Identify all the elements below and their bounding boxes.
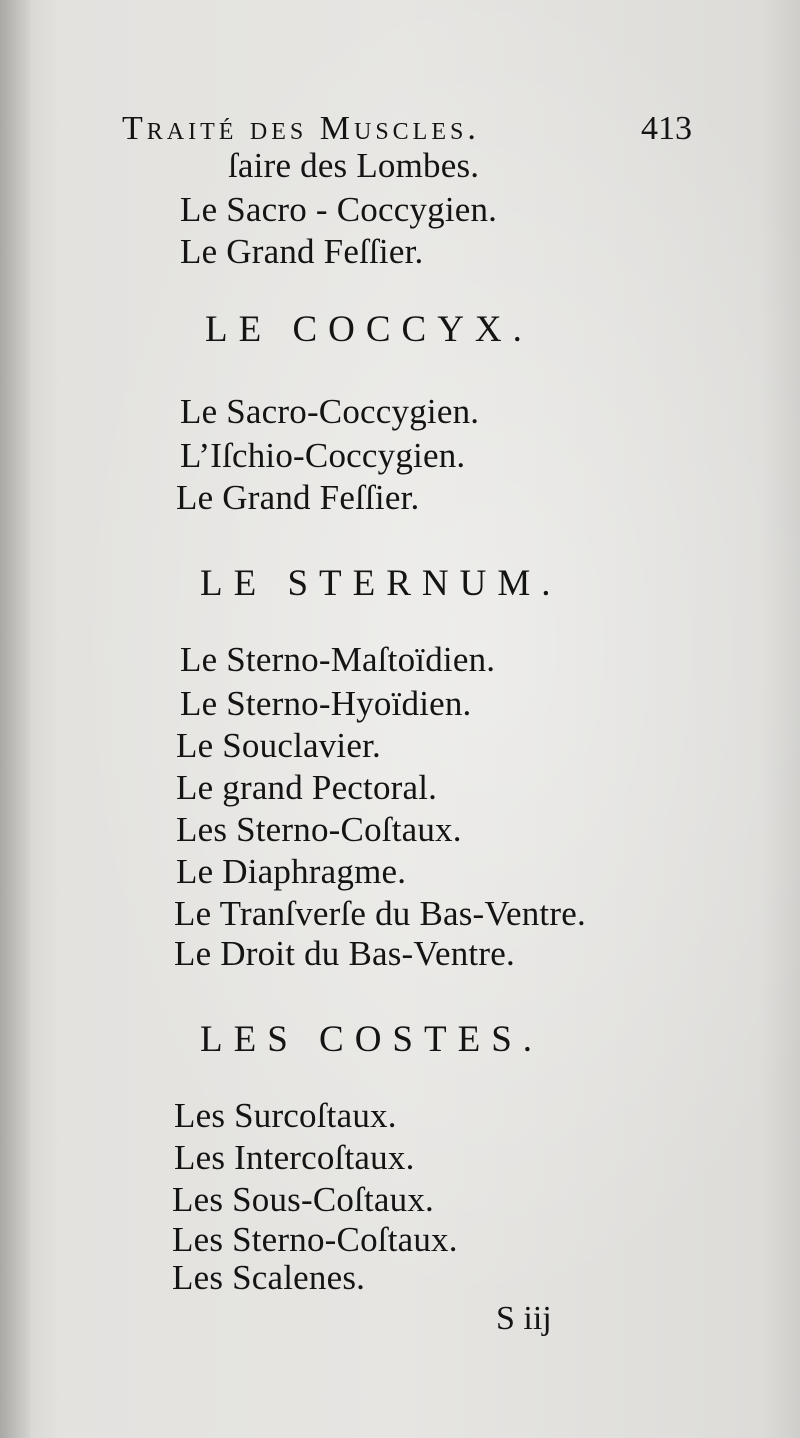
text-line: Le Droit du Bas-Ventre. [174,934,515,973]
signature-mark: S iij [496,1300,552,1337]
text-line: Les Intercoſtaux. [174,1138,415,1177]
text-line: Le Sacro - Coccygien. [180,190,498,229]
text-line: Les Sterno-Coſtaux. [172,1220,458,1259]
text-line: Les Scalenes. [172,1258,366,1297]
text-line: Le Sterno-Hyoïdien. [180,684,472,723]
text-line: Le Sterno-Maſtoïdien. [180,640,496,679]
text-line: Le Souclavier. [176,726,381,765]
section-heading-sternum: LE STERNUM. [200,563,562,604]
section-heading-coccyx: LE COCCYX. [205,309,533,350]
section-heading-costes: LES COSTES. [200,1019,544,1060]
text-line: Les Surcoſtaux. [174,1096,397,1135]
page-number: 413 [641,110,692,147]
text-line: ſaire des Lombes. [228,146,480,185]
text-line: Le grand Pectoral. [176,768,438,807]
text-line: Le Tranſverſe du Bas-Ventre. [174,894,586,933]
running-head-title: Traité des Muscles. [122,110,480,147]
text-line: Le Grand Feſſier. [180,232,424,271]
text-line: Le Grand Feſſier. [176,478,420,517]
text-line: Les Sous-Coſtaux. [172,1180,435,1219]
page-gutter-shadow [0,0,30,1438]
text-line: Les Sterno-Coſtaux. [176,810,462,849]
text-line: Le Diaphragme. [176,852,407,891]
text-line: Le Sacro-Coccygien. [180,392,480,431]
text-line: L’Iſchio-Coccygien. [180,436,466,475]
